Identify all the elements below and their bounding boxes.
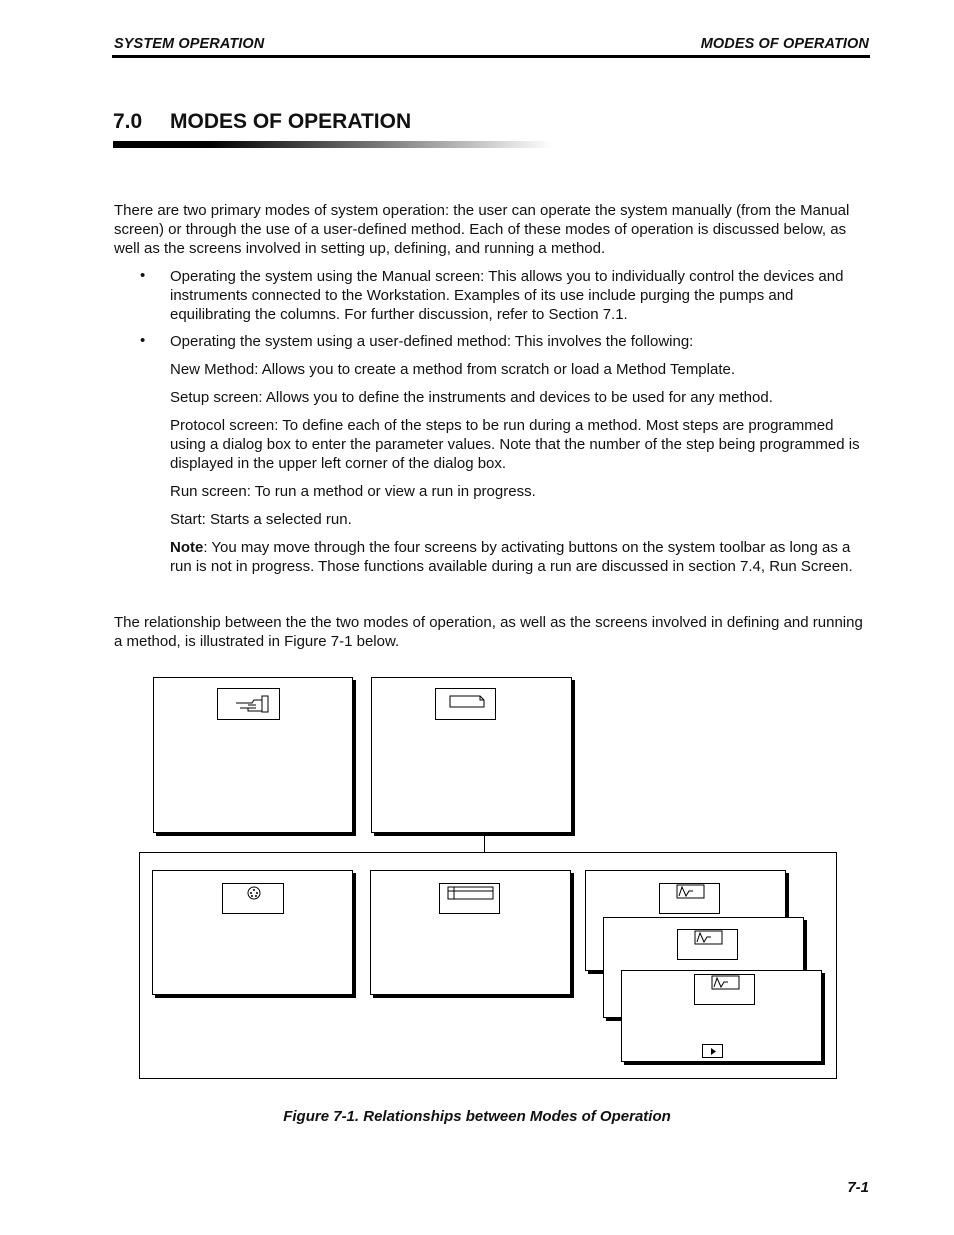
setup-icon [223, 884, 285, 915]
new-document-icon-box [435, 688, 496, 720]
bullet-marker-method: • [140, 332, 146, 349]
title-underline-bar [113, 141, 553, 148]
run-chart-icon [695, 975, 756, 1006]
item-new-method: New Method: Allows you to create a method from scratch or load a Method Template. [170, 361, 736, 378]
section-title [113, 110, 411, 134]
start-play-icon-box [702, 1044, 723, 1058]
note-label: Note [170, 539, 204, 556]
figure-caption: Figure 7-1. Relationships between Modes of Operation [283, 1108, 671, 1125]
new-document-icon [436, 689, 497, 721]
hand-icon [218, 689, 281, 721]
protocol-icon-box [439, 883, 500, 914]
manual-screen-box [153, 677, 353, 833]
bullet-marker-manual: • [140, 267, 146, 284]
connector-line [484, 836, 485, 852]
run-chart-icon [660, 884, 721, 915]
protocol-screen-box [370, 870, 571, 995]
note-text: : You may move through the four screens by activating buttons on the system toolbar as long as a run is not in progress. Those functions available during a run are discussed in section 7.4, Run Screen. [170, 539, 853, 575]
bullet-manual-screen: Operating the system using the Manual screen: This allows you to individually control the devices and instruments connected to the Workstation. Examples of its use include purging the pumps and equilibrating the columns. For further discussion, refer to Section 7.1. [170, 268, 844, 323]
item-run-screen: Run screen: To run a method or view a run in progress. [170, 483, 536, 500]
protocol-icon [440, 884, 501, 915]
run-chart-icon-box-1 [659, 883, 720, 914]
run-chart-icon [678, 930, 739, 961]
section-title-text: MODES OF OPERATION [170, 110, 412, 133]
header-rule [112, 55, 870, 58]
run-screen-box-front [621, 970, 822, 1062]
run-chart-icon-box-2 [677, 929, 738, 960]
intro-paragraph: There are two primary modes of system operation: the user can operate the system manually (from the Manual screen) or through the use of a user-defined method. Each of these modes of operation is discussed below, as well as the screens involved in setting up, defining, and running a method. [114, 202, 850, 257]
new-method-screen-box [371, 677, 572, 833]
item-start: Start: Starts a selected run. [170, 511, 352, 528]
start-play-icon [703, 1045, 724, 1059]
item-protocol-screen: Protocol screen: To define each of the steps to be run during a method. Most steps are programmed using a dialog box to enter the parameter values. Note that the number of the step being programmed is displayed in the upper left corner of the dialog box. [170, 417, 860, 472]
run-chart-icon-box-3 [694, 974, 755, 1005]
running-header-right: MODES OF OPERATION [700, 36, 869, 52]
running-header-left: SYSTEM OPERATION [114, 36, 265, 52]
section-number: 7.0 [113, 110, 143, 133]
setup-icon-box [222, 883, 284, 914]
bullet-user-defined-method: Operating the system using a user-defined method: This involves the following: [170, 333, 694, 350]
page-number: 7-1 [847, 1179, 869, 1196]
setup-screen-box [152, 870, 353, 995]
relationship-paragraph: The relationship between the the two modes of operation, as well as the screens involved in defining and running a method, is illustrated in Figure 7-1 below. [114, 614, 863, 650]
item-setup-screen: Setup screen: Allows you to define the instruments and devices to be used for any method. [170, 389, 773, 406]
hand-icon-box [217, 688, 280, 720]
note-paragraph [170, 538, 870, 576]
